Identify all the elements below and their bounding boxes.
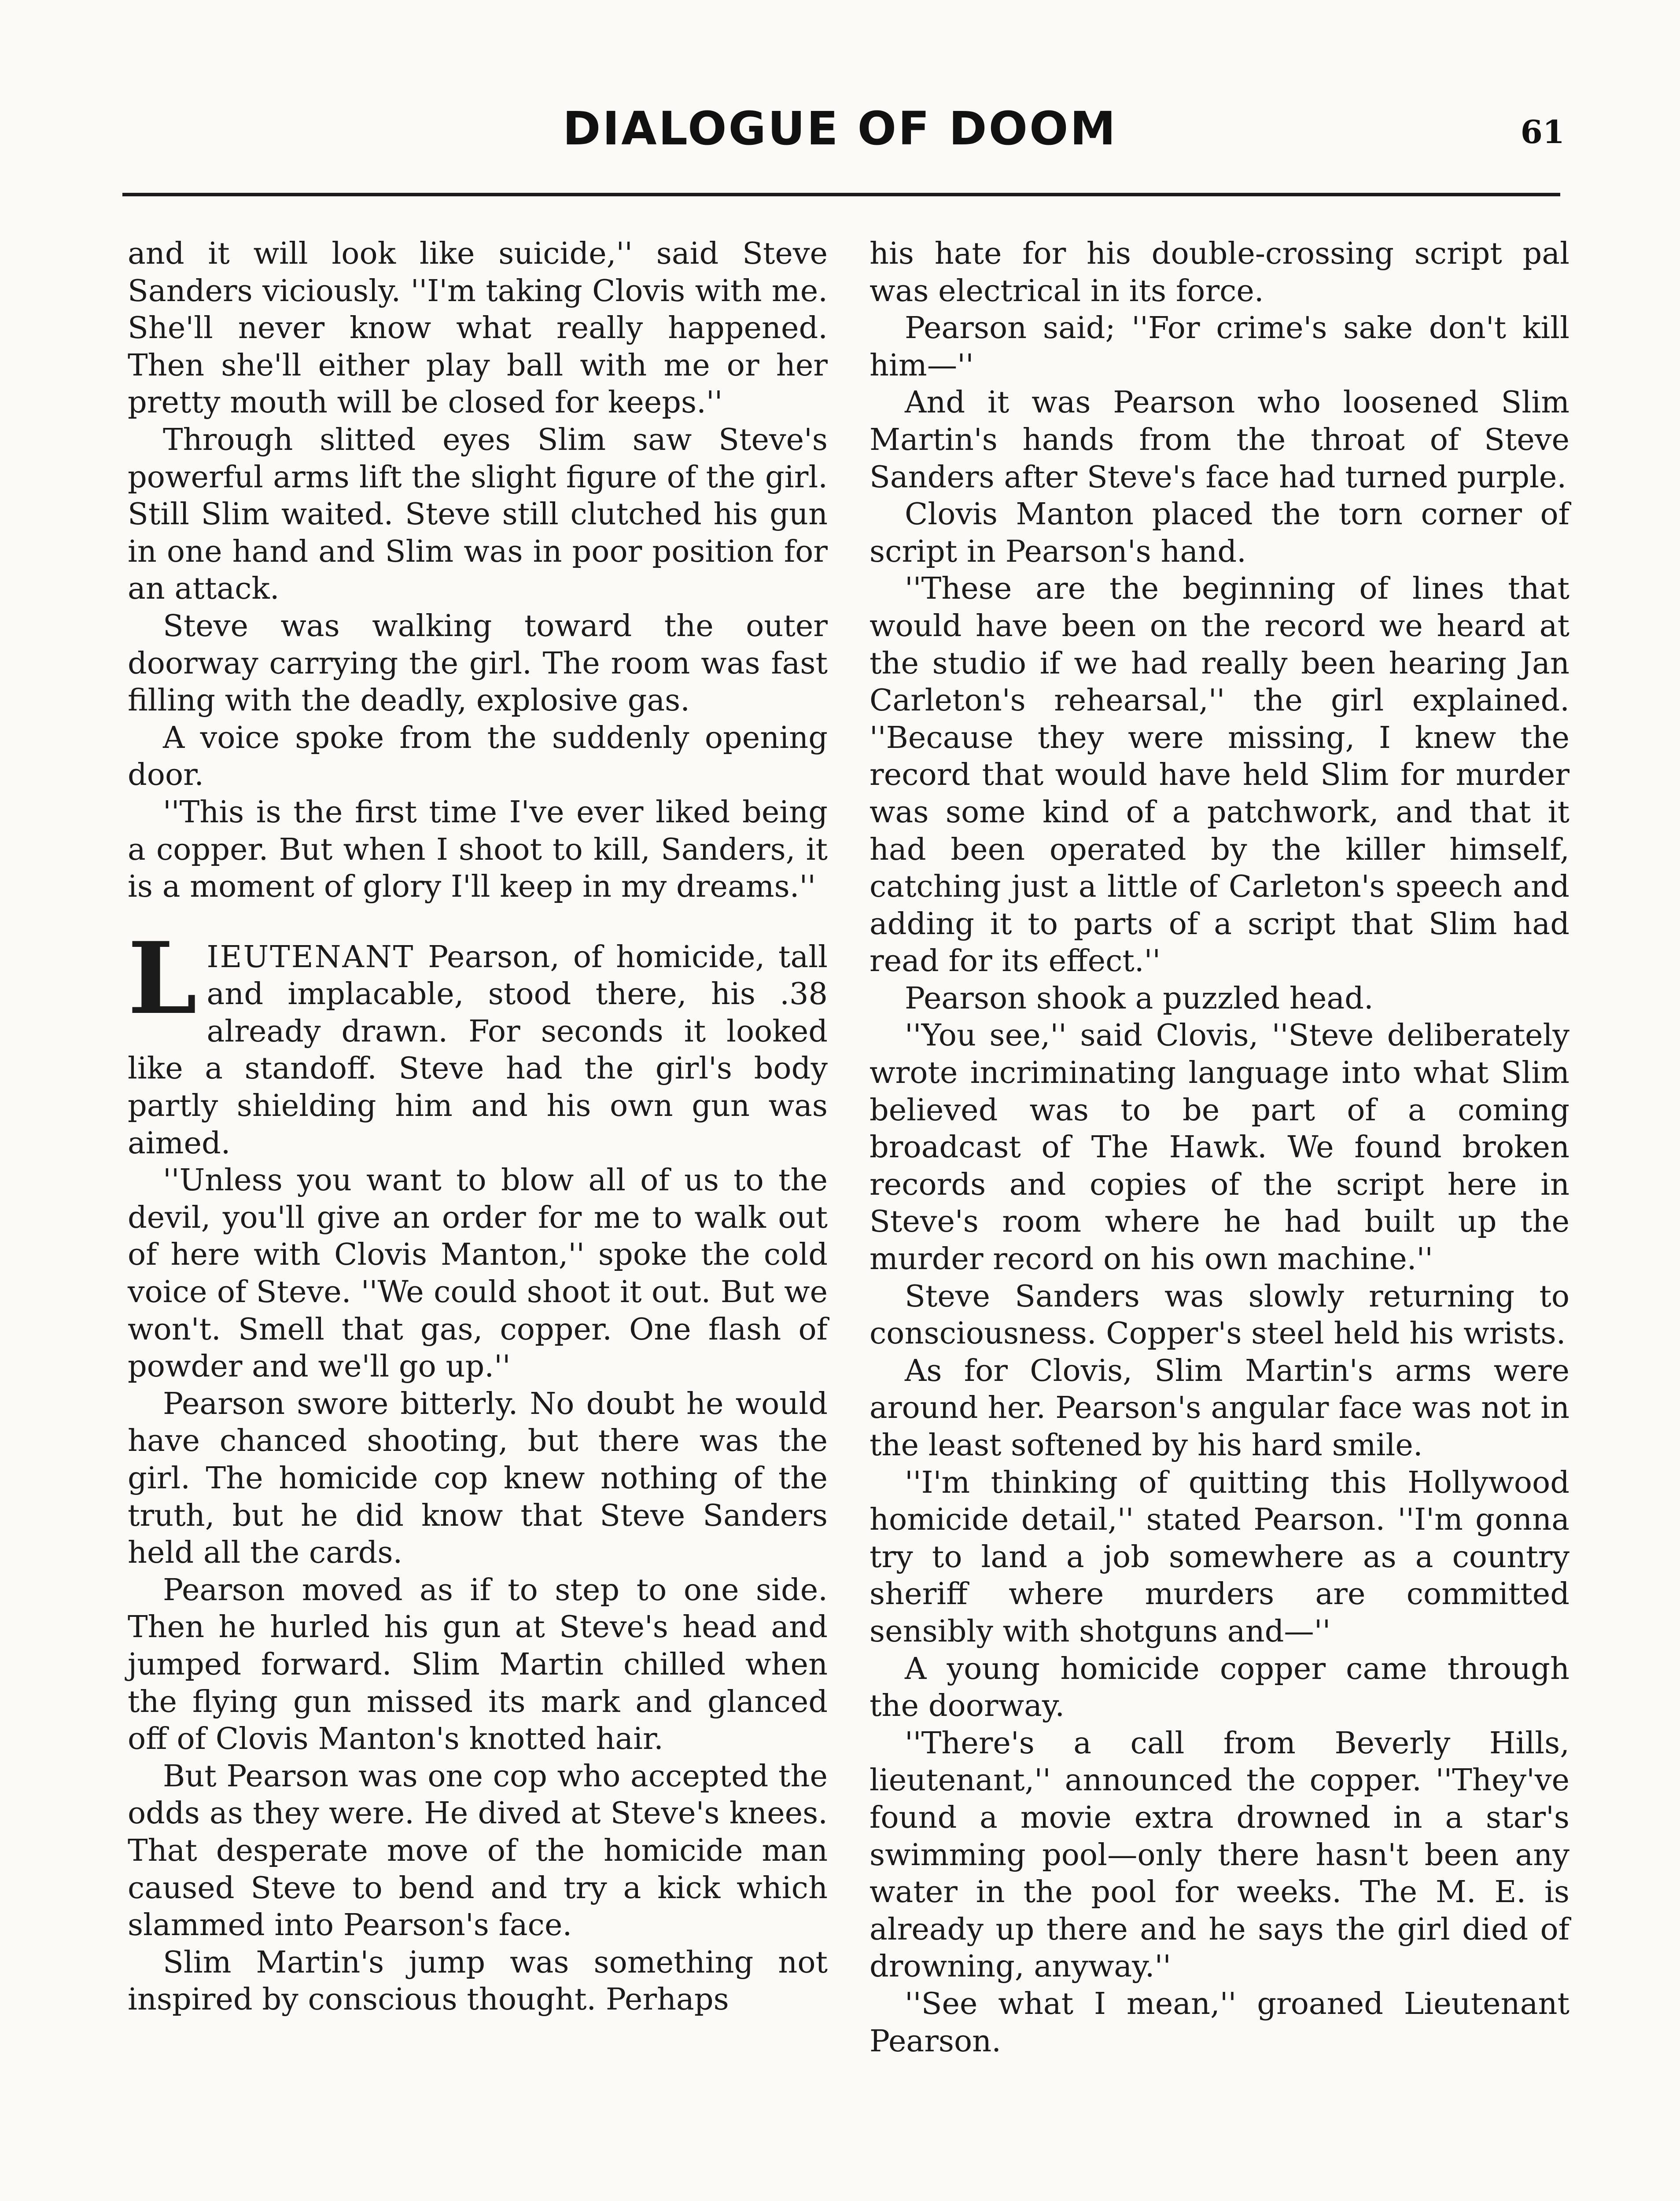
page-title: DIALOGUE OF DOOM [563,102,1117,155]
scroll-ornament-icon [708,2197,972,2201]
paragraph: ''See what I mean,'' groaned Lieutenant Pearson. [869,1986,1569,2059]
paragraph: A young homicide copper came through the doorway. [869,1651,1569,1724]
left-column [128,236,828,2019]
paragraph: ''There's a call from Beverly Hills, lieutenant,'' announced the copper. ''They've found a movie extra drowned in a star's swimming pool—only there hasn't been any water in the pool for weeks. The M. E. is already up there and he says the girl died of drowning, anyway.'' [869,1726,1569,1984]
paragraph: As for Clovis, Slim Martin's arms were around her. Pearson's angular face was not in the least softened by his hard smile. [869,1353,1569,1463]
paragraph: ''These are the beginning of lines that would have been on the record we heard at the studio if we had really been hearing Jan Carleton's rehearsal,'' the girl explained. ''Because they were missing, I knew the record that would have held Slim for murder was some kind of a patchwork, and that it had been operated by the killer himself, catching just a little of Carleton's speech and adding it to parts of a script that Slim had read for its effect.'' [869,571,1569,979]
drop-cap: L [128,920,197,1036]
paragraph: Clovis Manton placed the torn corner of script in Pearson's hand. [869,497,1569,569]
paragraph: Pearson moved as if to step to one side. Then he hurled his gun at Steve's head and jumped forward. Slim Martin chilled when the flying gun missed its mark and glanced off of Clovis Manton's knotted hair. [128,1572,828,1757]
paragraph: and it will look like suicide,'' said Steve Sanders viciously. ''I'm taking Clovis with me. She'll never know what really happened. Then she'll either play ball with me or her pretty mouth will be closed for keeps.'' [128,236,828,420]
paragraph: Slim Martin's jump was something not inspired by conscious thought. Perhaps [128,1945,828,2017]
paragraph: And it was Pearson who loosened Slim Martin's hands from the throat of Steve Sanders after Steve's face had turned purple. [869,385,1569,495]
paragraph: his hate for his double-crossing script pal was electrical in its force. [869,236,1569,309]
section-opening-paragraph [128,920,828,1163]
paragraph-text: Pearson, of homicide, tall and implacable, stood there, his .38 already drawn. For seconds it looked like a standoff. Steve had the girl's body partly shielding him and his own gun was aimed. [128,939,828,1161]
right-column [869,236,1569,2060]
paragraph: Steve Sanders was slowly returning to consciousness. Copper's steel held his wrists. [869,1279,1569,1351]
lead-word: IEUTENANT [206,939,415,975]
page-number: 61 [1520,113,1565,151]
paragraph: ''This is the first time I've ever liked being a copper. But when I shoot to kill, Sanders, it is a moment of glory I'll keep in my dreams.'' [128,795,828,905]
paragraph: Steve was walking toward the outer doorway carrying the girl. The room was fast filling with the deadly, explosive gas. [128,608,828,718]
paragraph: ''I'm thinking of quitting this Hollywood homicide detail,'' stated Pearson. ''I'm gonna try to land a job somewhere as a country sheriff where murders are committed sensibly with shotguns and—'' [869,1465,1569,1649]
paragraph: But Pearson was one cop who accepted the odds as they were. He dived at Steve's knees. That desperate move of the homicide man caused Steve to bend and try a kick which slammed into Pearson's face. [128,1759,828,1943]
paragraph: Pearson said; ''For crime's sake don't kill him—'' [869,311,1569,383]
paragraph: ''Unless you want to blow all of us to the devil, you'll give an order for me to walk out of here with Clovis Manton,'' spoke the cold voice of Steve. ''We could shoot it out. But we won't. Smell that gas, copper. One flash of powder and we'll go up.'' [128,1163,828,1384]
paragraph: Pearson shook a puzzled head. [905,981,1374,1016]
paragraph: A voice spoke from the suddenly opening door. [128,720,828,793]
paragraph: Through slitted eyes Slim saw Steve's powerful arms lift the slight figure of the girl. Still Slim waited. Steve still clutched his gun in one hand and Slim was in poor position for an attack. [128,422,828,607]
header-rule [122,193,1560,196]
paragraph: ''You see,'' said Clovis, ''Steve deliberately wrote incriminating language into what Slim believed was to be part of a coming broadcast of The Hawk. We found broken records and copies of the script here in Steve's room where he had built up the murder record on his own machine.'' [869,1018,1569,1277]
paragraph: Pearson swore bitterly. No doubt he would have chanced shooting, but there was the girl. The homicide cop knew nothing of the truth, but he did know that Steve Sanders held all the cards. [128,1386,828,1571]
